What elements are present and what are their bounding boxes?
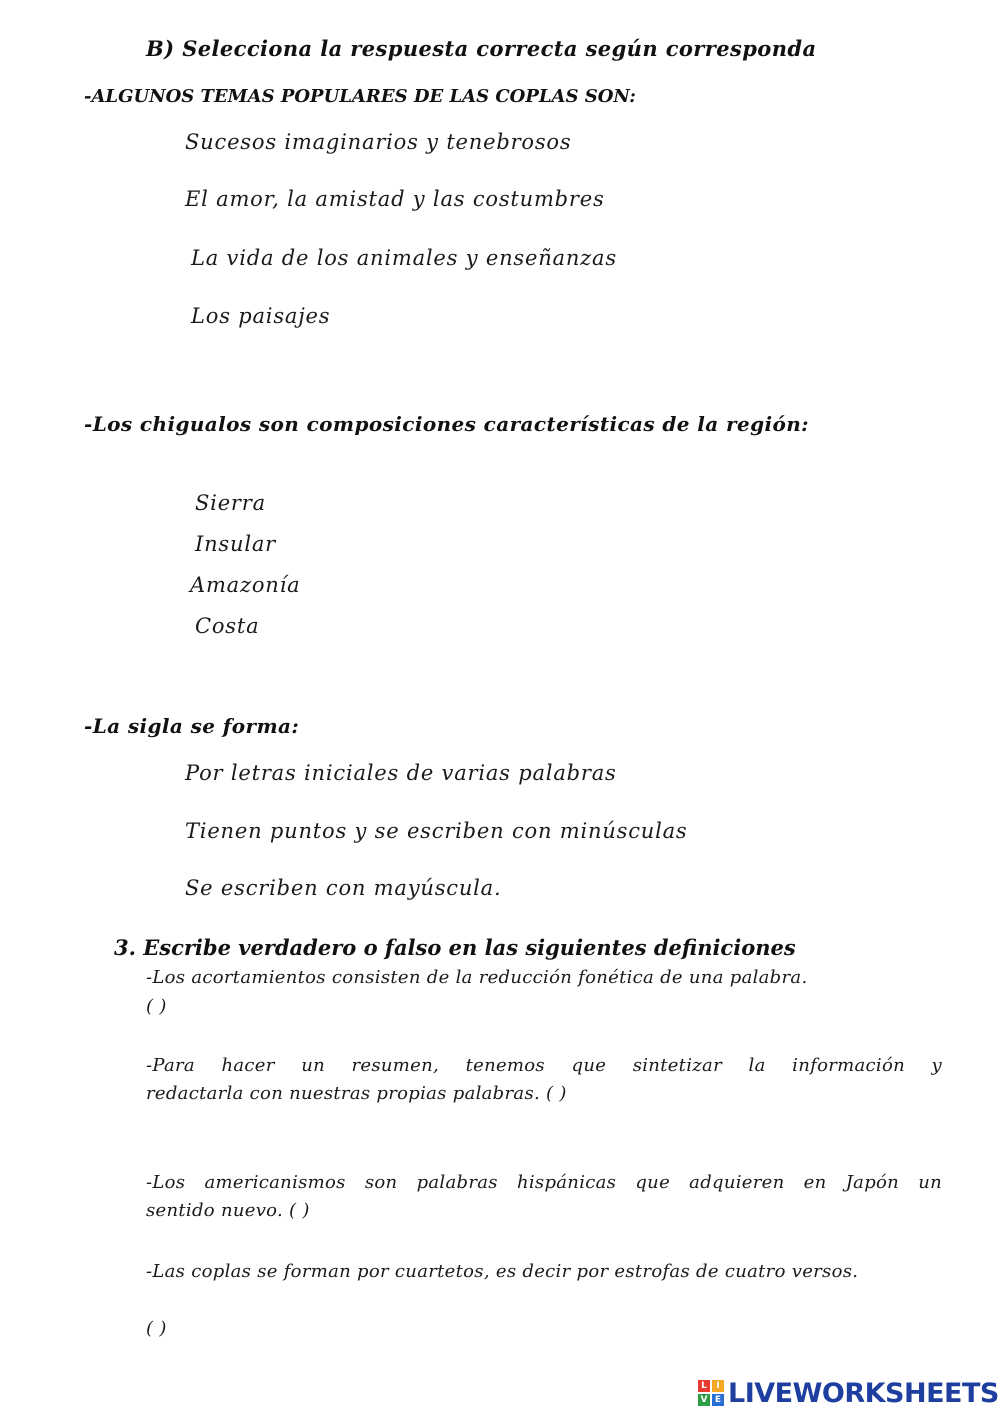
logo-tile-e: E [712,1394,724,1406]
tf-item-2-line-1: -Para hacer un resumen, tenemos que sintetizar la información y [146,1055,942,1076]
logo-tile-l: L [698,1380,710,1392]
q1-option-1[interactable]: Sucesos imaginarios y tenebrosos [185,130,572,154]
question-3-prompt: -La sigla se forma: [84,714,300,738]
tf-item-3-line-2[interactable]: sentido nuevo. ( ) [146,1200,310,1221]
tf-item-4-answer-blank[interactable]: ( ) [146,1318,167,1339]
q1-option-2[interactable]: El amor, la amistad y las costumbres [185,187,605,211]
q3-option-3[interactable]: Se escriben con mayúscula. [185,876,502,900]
q1-option-4[interactable]: Los paisajes [191,304,331,328]
section-b-heading: B) Selecciona la respuesta correcta según corresponda [146,36,817,61]
logo-tile-i: I [712,1380,724,1392]
liveworksheets-logo-icon [698,1380,724,1406]
tf-item-1-line-1: -Los acortamientos consisten de la reducción fonética de una palabra. [146,967,808,988]
liveworksheets-wordmark: LIVEWORKSHEETS [728,1377,999,1409]
q2-option-3[interactable]: Amazonía [190,573,301,597]
tf-item-1-answer-blank[interactable]: ( ) [146,996,167,1017]
q3-option-1[interactable]: Por letras iniciales de varias palabras [185,761,617,785]
liveworksheets-logo [698,1376,999,1410]
tf-item-4-line-1: -Las coplas se forman por cuartetos, es decir por estrofas de cuatro versos. [146,1261,859,1282]
q2-option-4[interactable]: Costa [195,614,260,638]
q2-option-1[interactable]: Sierra [195,491,266,515]
q1-option-3[interactable]: La vida de los animales y enseñanzas [191,246,617,270]
tf-item-2-line-2[interactable]: redactarla con nuestras propias palabras. ( ) [146,1083,567,1104]
section-3-heading: 3. Escribe verdadero o falso en las siguientes definiciones [114,935,796,960]
logo-tile-v: V [698,1394,710,1406]
q3-option-2[interactable]: Tienen puntos y se escriben con minúsculas [185,819,688,843]
q2-option-2[interactable]: Insular [195,532,276,556]
question-2-prompt: -Los chigualos son composiciones características de la región: [84,412,809,436]
question-1-prompt: -ALGUNOS TEMAS POPULARES DE LAS COPLAS SON: [84,86,636,107]
tf-item-3-line-1: -Los americanismos son palabras hispánicas que adquieren en Japón un [146,1172,942,1193]
